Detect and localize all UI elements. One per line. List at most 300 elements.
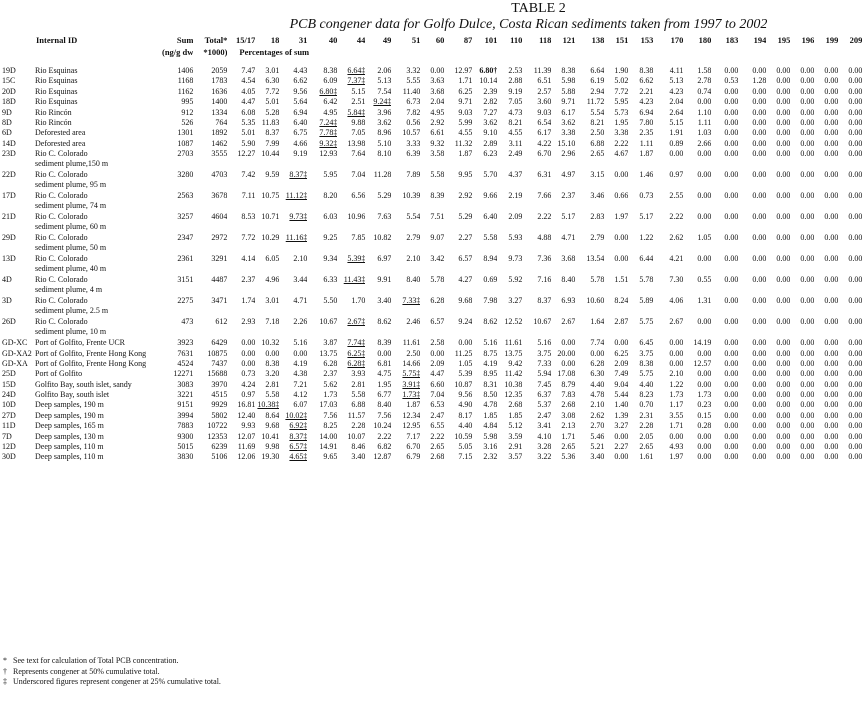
- congener-percentage: 0.00: [561, 358, 576, 368]
- congener-percentage: 8.62: [483, 317, 498, 327]
- total-value: 4515: [211, 390, 228, 400]
- congener-percentage: 0.00: [724, 338, 739, 348]
- congener-percentage: 0.00: [776, 86, 791, 96]
- congener-percentage: 6.80‡: [319, 86, 338, 96]
- header-internal-id: Internal ID: [36, 36, 78, 45]
- congener-percentage: 2.68: [561, 400, 576, 410]
- congener-percentage: 3.01: [265, 296, 280, 306]
- congener-percentage: 8.46: [351, 442, 366, 452]
- sum-value: 3923: [177, 338, 194, 348]
- congener-percentage: 0.00: [848, 117, 863, 127]
- total-value: 1783: [211, 76, 228, 86]
- total-value: 6429: [211, 338, 228, 348]
- congener-percentage: 0.00: [824, 421, 839, 431]
- congener-percentage: 5.29: [458, 212, 473, 222]
- table-row: [2, 452, 862, 462]
- congener-percentage: 0.73: [639, 191, 654, 201]
- congener-percentage: 4.05: [241, 86, 256, 96]
- congener-percentage: 1.85: [508, 410, 523, 420]
- congener-percentage: 5.62: [323, 379, 338, 389]
- sample-id: 9D: [2, 107, 12, 117]
- congener-percentage: 4.54: [241, 76, 256, 86]
- location-line: sediment plume, 60 m: [35, 221, 107, 231]
- congener-percentage: 5.16: [537, 338, 552, 348]
- total-value: 9929: [211, 400, 228, 410]
- congener-percentage: 3.63: [430, 76, 445, 86]
- congener-percentage: 6.31: [537, 170, 552, 180]
- congener-percentage: 6.56: [351, 191, 366, 201]
- congener-percentage: 2.50: [406, 348, 421, 358]
- congener-percentage: 0.00: [614, 254, 629, 264]
- congener-percentage: 3.60: [537, 97, 552, 107]
- congener-percentage: 12.97: [454, 66, 473, 75]
- congener-percentage: 1.11: [639, 138, 654, 148]
- congener-percentage: 3.87: [323, 338, 338, 348]
- congener-percentage: 5.39: [458, 369, 473, 379]
- total-value: 4487: [211, 275, 228, 285]
- congener-percentage: 6.07: [293, 400, 308, 410]
- congener-percentage: 0.69: [483, 275, 498, 285]
- congener-percentage: 7.51: [430, 212, 445, 222]
- footnote-text: Underscored figures represent congener at 25% cumulative total.: [13, 677, 221, 686]
- congener-percentage: 2.37: [561, 191, 576, 201]
- sum-value: 7883: [177, 421, 194, 431]
- location-line: sediment plume,150 m: [35, 158, 109, 168]
- location-line: Port of Golfito, Frente Hong Kong: [35, 348, 147, 358]
- congener-percentage: 2.68: [430, 452, 445, 462]
- congener-percentage: 9.65: [323, 452, 338, 462]
- table-row: [2, 108, 862, 118]
- congener-percentage: 0.00: [241, 348, 256, 358]
- congener-percentage: 0.00: [724, 212, 739, 222]
- congener-percentage: 9.71: [561, 97, 576, 107]
- congener-percentage: 4.73: [508, 107, 523, 117]
- congener-percentage: 0.00: [800, 348, 815, 358]
- congener-percentage: 7.16: [537, 275, 552, 285]
- congener-percentage: 4.96: [265, 275, 280, 285]
- congener-percentage: 4.23: [639, 97, 654, 107]
- sum-value: 2275: [177, 296, 194, 306]
- congener-percentage: 0.00: [430, 66, 445, 75]
- congener-percentage: 9.19: [293, 149, 308, 159]
- congener-percentage: 0.00: [697, 431, 712, 441]
- congener-percentage: 2.27: [458, 233, 473, 243]
- header-sum-units: (ng/g dw: [162, 48, 194, 57]
- congener-percentage: 2.28: [351, 421, 366, 431]
- congener-percentage: 6.28: [430, 296, 445, 306]
- congener-percentage: 0.00: [614, 431, 629, 441]
- congener-percentage: 4.65‡: [289, 452, 308, 462]
- sample-location: [32, 338, 162, 348]
- table-label: TABLE 2: [511, 1, 566, 16]
- congener-percentage: 14.19: [693, 338, 712, 348]
- congener-percentage: 2.22: [430, 431, 445, 441]
- congener-percentage: 0.00: [724, 275, 739, 285]
- congener-percentage: 5.94: [537, 369, 552, 379]
- congener-percentage: 12.06: [237, 452, 256, 462]
- congener-percentage: 2.04: [430, 97, 445, 107]
- table-body: [2, 66, 862, 463]
- congener-percentage: 8.25: [323, 421, 338, 431]
- sample-id: GD-XA: [2, 358, 28, 368]
- congener-percentage: 8.37: [265, 128, 280, 138]
- sample-id: 18D: [2, 97, 16, 107]
- congener-percentage: 1.51: [614, 275, 629, 285]
- sample-id: 19D: [2, 66, 16, 75]
- congener-percentage: 0.00: [458, 338, 473, 348]
- congener-percentage: 0.00: [752, 128, 767, 138]
- congener-percentage: 2.22: [614, 138, 629, 148]
- congener-percentage: 8.40: [406, 275, 421, 285]
- congener-percentage: 10.38‡: [257, 400, 280, 410]
- congener-percentage: 0.00: [848, 233, 863, 243]
- congener-percentage: 0.00: [724, 233, 739, 243]
- congener-percentage: 7.33: [537, 358, 552, 368]
- congener-percentage: 5.58: [483, 233, 498, 243]
- header-congener: 60: [435, 36, 445, 45]
- sample-location: [32, 359, 162, 369]
- sample-location: [32, 296, 162, 317]
- congener-percentage: 9.73: [508, 254, 523, 264]
- congener-percentage: 5.01: [265, 97, 280, 107]
- congener-percentage: 0.00: [824, 107, 839, 117]
- congener-percentage: 4.10: [537, 431, 552, 441]
- congener-percentage: 10.87: [454, 379, 473, 389]
- sample-id: GD-XA2: [2, 348, 32, 358]
- congener-percentage: 0.00: [848, 149, 863, 159]
- congener-percentage: 0.00: [724, 107, 739, 117]
- congener-percentage: 3.40: [377, 296, 392, 306]
- sample-location: [32, 212, 162, 233]
- congener-percentage: 2.88: [508, 76, 523, 86]
- congener-percentage: 7.56: [377, 410, 392, 420]
- congener-percentage: 0.00: [377, 348, 392, 358]
- congener-percentage: 0.00: [697, 317, 712, 327]
- congener-percentage: 6.44: [639, 254, 654, 264]
- congener-percentage: 0.00: [697, 452, 712, 462]
- congener-percentage: 0.00: [430, 348, 445, 358]
- congener-percentage: 1.40: [614, 400, 629, 410]
- table-row: [2, 66, 862, 76]
- congener-percentage: 6.19: [590, 76, 605, 86]
- congener-percentage: 3.16: [483, 442, 498, 452]
- sample-id: 29D: [2, 233, 16, 243]
- sum-value: 12271: [173, 369, 194, 379]
- sample-location: [32, 87, 162, 97]
- congener-percentage: 5.21: [590, 442, 605, 452]
- congener-percentage: 1.74: [241, 296, 256, 306]
- congener-percentage: 0.00: [724, 128, 739, 138]
- congener-percentage: 14.66: [402, 358, 421, 368]
- congener-percentage: 4.40: [590, 379, 605, 389]
- header-total: Total*: [204, 36, 228, 45]
- congener-percentage: 2.49: [508, 149, 523, 159]
- congener-percentage: 4.55: [508, 128, 523, 138]
- congener-percentage: 2.94: [590, 86, 605, 96]
- congener-percentage: 5.02: [614, 76, 629, 86]
- congener-percentage: 1.95: [614, 117, 629, 127]
- congener-percentage: 0.00: [724, 317, 739, 327]
- location-line: Port of Golfito, Frente UCR: [35, 338, 125, 348]
- congener-percentage: 0.00: [800, 296, 815, 306]
- congener-percentage: 9.56: [293, 86, 308, 96]
- congener-percentage: 6.75: [293, 128, 308, 138]
- location-line: sediment plume, 74 m: [35, 200, 107, 210]
- congener-percentage: 8.40: [377, 400, 392, 410]
- congener-percentage: 7.80: [639, 117, 654, 127]
- congener-percentage: 3.44: [293, 275, 308, 285]
- congener-percentage: 0.00: [800, 138, 815, 148]
- congener-percentage: 7.98: [483, 296, 498, 306]
- congener-percentage: 6.57‡: [289, 442, 308, 452]
- congener-percentage: 0.00: [724, 452, 739, 462]
- congener-percentage: 0.00: [752, 107, 767, 117]
- congener-percentage: 9.95: [458, 170, 473, 180]
- congener-percentage: 0.00: [776, 358, 791, 368]
- congener-percentage: 3.68: [430, 86, 445, 96]
- congener-percentage: 2.89: [483, 138, 498, 148]
- congener-percentage: 5.89: [639, 296, 654, 306]
- congener-percentage: 2.13: [561, 421, 576, 431]
- congener-percentage: 17.08: [557, 369, 576, 379]
- congener-percentage: 4.21: [669, 254, 684, 264]
- congener-percentage: 4.23: [669, 86, 684, 96]
- congener-percentage: 0.00: [724, 390, 739, 400]
- congener-percentage: 2.32: [483, 452, 498, 462]
- congener-percentage: 4.95: [430, 107, 445, 117]
- congener-percentage: 0.00: [614, 452, 629, 462]
- congener-percentage: 2.96: [561, 149, 576, 159]
- congener-percentage: 2.47: [537, 410, 552, 420]
- congener-percentage: 15.10: [557, 138, 576, 148]
- sum-value: 2703: [177, 149, 194, 159]
- congener-percentage: 7.04: [430, 390, 445, 400]
- congener-percentage: 5.98: [483, 431, 498, 441]
- congener-percentage: 0.00: [724, 138, 739, 148]
- congener-percentage: 0.00: [800, 358, 815, 368]
- congener-percentage: 0.00: [800, 66, 815, 75]
- congener-percentage: 3.40: [590, 452, 605, 462]
- congener-percentage: 2.67‡: [347, 317, 366, 327]
- congener-percentage: 7.18: [265, 317, 280, 327]
- congener-percentage: 5.95: [323, 170, 338, 180]
- congener-percentage: 0.00: [752, 431, 767, 441]
- congener-percentage: 2.67: [561, 317, 576, 327]
- congener-percentage: 17.03: [319, 400, 338, 410]
- total-value: 15688: [207, 369, 228, 379]
- congener-percentage: 1.05: [458, 358, 473, 368]
- footnote-symbol: *: [3, 656, 7, 665]
- congener-percentage: 0.00: [800, 379, 815, 389]
- congener-percentage: 3.27: [508, 296, 523, 306]
- congener-percentage: 5.12: [508, 421, 523, 431]
- congener-percentage: 5.54: [406, 212, 421, 222]
- congener-percentage: 2.53: [508, 66, 523, 75]
- congener-percentage: 12.57: [693, 358, 712, 368]
- congener-percentage: 0.00: [848, 410, 863, 420]
- congener-percentage: 7.83: [561, 390, 576, 400]
- congener-percentage: 0.00: [848, 379, 863, 389]
- congener-percentage: 7.89: [406, 170, 421, 180]
- congener-percentage: 8.62: [377, 317, 392, 327]
- congener-percentage: 0.00: [848, 348, 863, 358]
- sum-value: 2347: [177, 233, 194, 243]
- congener-percentage: 6.94: [293, 107, 308, 117]
- congener-percentage: 2.68: [508, 400, 523, 410]
- congener-percentage: 0.00: [724, 358, 739, 368]
- congener-percentage: 2.10: [406, 254, 421, 264]
- congener-percentage: 4.66: [293, 138, 308, 148]
- congener-percentage: 6.33: [323, 275, 338, 285]
- sample-id: 27D: [2, 410, 16, 420]
- congener-percentage: 0.00: [848, 369, 863, 379]
- congener-percentage: 5.98: [561, 76, 576, 86]
- congener-percentage: 4.40: [639, 379, 654, 389]
- congener-percentage: 5.58: [351, 390, 366, 400]
- congener-percentage: 0.00: [800, 191, 815, 201]
- congener-percentage: 0.00: [752, 348, 767, 358]
- congener-percentage: 2.22: [537, 212, 552, 222]
- congener-percentage: 7.74‡: [347, 338, 366, 348]
- congener-percentage: 1.70: [351, 296, 366, 306]
- congener-percentage: 5.29: [377, 191, 392, 201]
- sample-location: [32, 66, 162, 76]
- congener-percentage: 6.57: [430, 317, 445, 327]
- congener-percentage: 2.65: [639, 442, 654, 452]
- footnote-symbol: ‡: [3, 677, 7, 686]
- congener-percentage: 7.66: [537, 191, 552, 201]
- location-line: Golfito Bay, south islet, sandy: [35, 379, 132, 389]
- congener-percentage: 2.81: [351, 379, 366, 389]
- congener-percentage: 8.79: [561, 379, 576, 389]
- header-congener: 15/17: [236, 36, 256, 45]
- congener-percentage: 11.28: [373, 170, 392, 180]
- congener-percentage: 0.00: [824, 76, 839, 86]
- location-line: sediment plume, 2.5 m: [35, 305, 109, 315]
- congener-percentage: 0.00: [824, 410, 839, 420]
- congener-percentage: 14.00: [319, 431, 338, 441]
- congener-percentage: 0.00: [800, 107, 815, 117]
- congener-percentage: 1.91: [669, 128, 684, 138]
- congener-percentage: 0.00: [848, 212, 863, 222]
- sample-id: 14D: [2, 138, 16, 148]
- congener-percentage: 3.27: [614, 421, 629, 431]
- congener-percentage: 0.00: [824, 138, 839, 148]
- congener-percentage: 6.57: [458, 254, 473, 264]
- congener-percentage: 7.37‡: [347, 76, 366, 86]
- congener-percentage: 4.71: [561, 233, 576, 243]
- congener-percentage: 0.00: [669, 358, 684, 368]
- sum-value: 5015: [177, 442, 194, 452]
- congener-percentage: 0.56: [406, 117, 421, 127]
- congener-percentage: 0.00: [561, 338, 576, 348]
- sum-value: 4524: [177, 358, 194, 368]
- sample-id: 26D: [2, 317, 16, 327]
- sum-value: 3151: [177, 275, 194, 285]
- congener-percentage: 0.97: [241, 390, 256, 400]
- congener-percentage: 6.80†: [479, 66, 498, 75]
- sample-location: [32, 97, 162, 107]
- congener-percentage: 0.00: [724, 421, 739, 431]
- congener-percentage: 12.27: [237, 149, 256, 159]
- congener-percentage: 6.09: [323, 76, 338, 86]
- location-line: Deep samples, 110 m: [35, 452, 104, 462]
- congener-percentage: 7.85: [351, 233, 366, 243]
- congener-percentage: 8.38: [639, 66, 654, 75]
- congener-percentage: 8.75: [483, 348, 498, 358]
- sample-location: [32, 421, 162, 431]
- table-row: [2, 317, 862, 338]
- footnote: [3, 667, 221, 678]
- congener-percentage: 4.84: [483, 421, 498, 431]
- congener-percentage: 1.73: [669, 390, 684, 400]
- congener-percentage: 0.00: [776, 275, 791, 285]
- congener-percentage: 8.17: [458, 410, 473, 420]
- congener-percentage: 8.94: [483, 254, 498, 264]
- sample-id: 7D: [2, 431, 12, 441]
- sample-id: 11D: [2, 421, 16, 431]
- sample-location: [32, 452, 162, 462]
- table-row: [2, 233, 862, 254]
- congener-percentage: 6.97: [377, 254, 392, 264]
- congener-percentage: 9.24‡: [373, 97, 392, 107]
- congener-percentage: 1.90: [614, 66, 629, 75]
- table-row: [2, 338, 862, 348]
- congener-percentage: 0.00: [724, 117, 739, 127]
- congener-percentage: 0.00: [824, 317, 839, 327]
- congener-percentage: 2.27: [614, 442, 629, 452]
- congener-percentage: 5.15: [351, 86, 366, 96]
- congener-percentage: 6.40: [293, 117, 308, 127]
- congener-percentage: 5.93: [508, 233, 523, 243]
- header-congener: 18: [270, 36, 280, 45]
- congener-percentage: 9.68: [265, 421, 280, 431]
- congener-percentage: 11.57: [347, 410, 366, 420]
- congener-percentage: 0.00: [776, 431, 791, 441]
- congener-percentage: 1.11: [697, 117, 712, 127]
- total-value: 12353: [207, 431, 228, 441]
- total-value: 6239: [211, 442, 228, 452]
- congener-percentage: 0.00: [697, 369, 712, 379]
- congener-percentage: 9.93: [241, 421, 256, 431]
- congener-percentage: 0.00: [724, 379, 739, 389]
- congener-percentage: 9.98: [265, 442, 280, 452]
- congener-percentage: 8.39: [430, 191, 445, 201]
- location-line: Deep samples, 190 m: [35, 410, 104, 420]
- table-row: [2, 191, 862, 212]
- congener-percentage: 2.37: [241, 275, 256, 285]
- congener-percentage: 1.71: [561, 431, 576, 441]
- footnote: [3, 656, 221, 667]
- congener-percentage: 9.25: [323, 233, 338, 243]
- congener-percentage: 9.56: [458, 390, 473, 400]
- sum-value: 1162: [177, 86, 194, 96]
- congener-percentage: 4.97: [561, 170, 576, 180]
- congener-percentage: 2.79: [406, 233, 421, 243]
- congener-percentage: 5.58: [265, 390, 280, 400]
- congener-percentage: 5.78: [639, 275, 654, 285]
- location-line: Deep samples, 165 m: [35, 421, 104, 431]
- congener-percentage: 10.38: [504, 379, 523, 389]
- header-congener: 151: [615, 36, 629, 45]
- congener-percentage: 0.00: [752, 358, 767, 368]
- congener-percentage: 2.22: [669, 212, 684, 222]
- congener-percentage: 5.78: [590, 275, 605, 285]
- congener-percentage: 2.87: [614, 317, 629, 327]
- congener-percentage: 0.00: [824, 170, 839, 180]
- congener-percentage: 3.91‡: [402, 379, 421, 389]
- congener-percentage: 1.28: [752, 76, 767, 86]
